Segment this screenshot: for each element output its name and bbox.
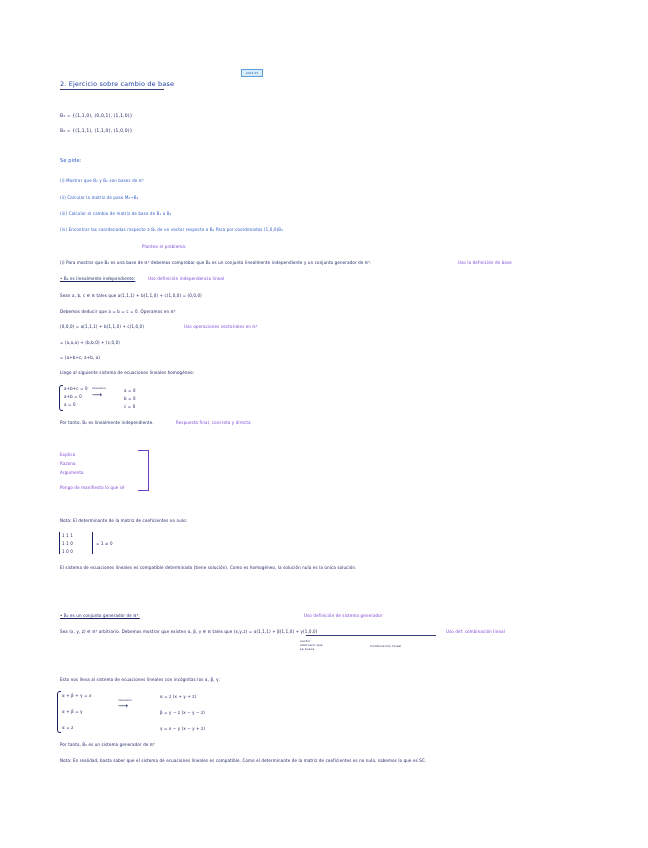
gen-step-2: Esto nos lleva al sistema de ecuaciones lineales con incógnitas los α, β, γ: (60, 677, 221, 682)
under-right: Combinación lineal (370, 644, 402, 648)
basis-b2: B₂ = {(1,1,1), (1,1,0), (1,0,0)} (60, 129, 133, 134)
system-right-2: b = 0 (124, 396, 136, 401)
under-left: vector arbitrario que se busca (300, 639, 323, 651)
gen-sys-left-3: α = z (62, 725, 74, 730)
gen-arrow-label: resuelvo (118, 698, 132, 702)
step-6: = (a,a,a) + (b,b,0) + (c,0,0) (60, 340, 121, 345)
basis-b1: B₁ = {(1,1,0), (0,0,1), (1,1,0)} (60, 114, 133, 119)
li-note: Uso definición independencia lineal (148, 276, 225, 281)
item-3: (iii) Calcular el cambio de matriz de base de B₁ a B₂ (60, 211, 172, 216)
matrix-row-2: 1 1 0 (62, 541, 73, 546)
sidebar-note-4: Pongo de manifiesto lo que sé (60, 485, 125, 490)
nota1-follow: El sistema de ecuaciones lineales es compatible determinado (tiene solución). Como es homogéneo, la solución nula es la única solución. (60, 565, 357, 570)
gen-label: • B₂ es un conjunto generador de ℝ³: (60, 613, 140, 618)
system-brace (59, 385, 63, 411)
nota1-label: Nota: El determinante de la matriz de coeficientes no nulo: (60, 518, 188, 523)
system-left-2: a+b = 0 (64, 394, 82, 399)
system-left-3: a = 0 (64, 402, 76, 407)
combination-underline (306, 635, 436, 636)
item-2: (ii) Calcular la matriz de paso M₂→B₁ (60, 195, 139, 200)
prompt-label: Se pide: (60, 158, 82, 164)
gen-arrow-icon: ⟶ (118, 702, 129, 710)
step-3: Sean a, b, c ∈ ℝ tales que a(1,1,1) + b(1,1,0) + c(1,0,0) = (0,0,0) (60, 293, 202, 298)
gen-step-1: Sea (x, y, z) ∈ ℝ³ arbitrario. Debemos mostrar que existen α, β, γ ∈ ℝ tales que (x,y,z) = α(1,1,1) + β(1,1,0) + γ(1,0,0) (60, 629, 318, 634)
det-bar-right (92, 532, 93, 554)
step-9-note: Respuesta final, concreta y directa (176, 420, 251, 425)
step-9: Por tanto, B₂ es linealmente independiente. (60, 420, 154, 425)
system-right-1: a = 0 (124, 388, 136, 393)
gen-system-brace (57, 691, 61, 733)
step-1-note: Uso la definición de base (458, 260, 512, 265)
det-bar-left (59, 532, 60, 554)
gen-sys-left-2: α + β = y (62, 709, 83, 714)
section-label: Planteo el problema: (142, 244, 187, 249)
step-1: (i) Para mostrar que B₂ es una base de ℝ³ debemos comprobar que B₂ es un conjunto linealmente independiente y un conjunto generador de ℝ³. (60, 260, 372, 265)
matrix-row-3: 1 0 0 (62, 549, 73, 554)
system-right-3: c = 0 (124, 404, 136, 409)
gen-step-1-note: Uso def. combinación lineal (446, 629, 505, 634)
gen-note: Uso definición de sistema generador (304, 613, 383, 618)
gen-sys-right-2: β = y − z (x − y − z) (160, 710, 205, 715)
sidebar-bracket (138, 450, 149, 491)
li-label: • B₂ es linealmente independiente: (60, 276, 136, 281)
header-tag: 2024-25 (241, 69, 263, 77)
step-5: (0,0,0) = a(1,1,1) + b(1,1,0) + c(1,0,0) (60, 324, 145, 329)
system-left-1: a+b+c = 0 (64, 386, 88, 391)
step-8: Llego al siguiente sistema de ecuaciones lineales homogéneo: (60, 370, 195, 375)
det-value: = 1 ≠ 0 (96, 541, 113, 546)
gen-sys-right-1: α = z (x + y + z) (160, 694, 197, 699)
step-4: Debemos deducir que a = b = c = 0. Operamos en ℝ³ (60, 309, 176, 314)
matrix-row-1: 1 1 1 (62, 533, 73, 538)
system-arrow-label: resuelvo (92, 386, 106, 390)
gen-sys-right-3: γ = x − y (x − y + z) (160, 726, 206, 731)
title-underline (60, 89, 164, 90)
arrow-icon: ⟶ (92, 391, 103, 399)
exercise-title: 2. Ejercicio sobre cambio de base (60, 80, 175, 88)
gen-step-3: Por tanto, B₂ es un sistema generador de ℝ³ (60, 742, 155, 747)
item-1: (i) Mostrar que B₁ y B₂ son bases de ℝ³ (60, 178, 144, 183)
gen-sys-left-1: α + β + γ = x (62, 693, 92, 698)
sidebar-note-3: Argumenta (60, 470, 84, 475)
sidebar-note-2: Razona (60, 461, 76, 466)
gen-nota: Nota: En realidad, basta saber que el sistema de ecuaciones lineales es compatible. Como el determinante de la matriz de coeficientes es no nulo, sabemos lo que es SC. (60, 758, 427, 763)
sidebar-note-1: Explica (60, 452, 76, 457)
item-4: (iv) Encontrar las coordenadas respecto a B₁ de un vector respecto a B₂ Para por coordenadas (1,0,0)B₂ (60, 227, 283, 232)
step-7: = (a+b+c, a+b, a) (60, 355, 101, 360)
step-5-note: Uso operaciones vectoriales en ℝ³ (184, 324, 258, 329)
